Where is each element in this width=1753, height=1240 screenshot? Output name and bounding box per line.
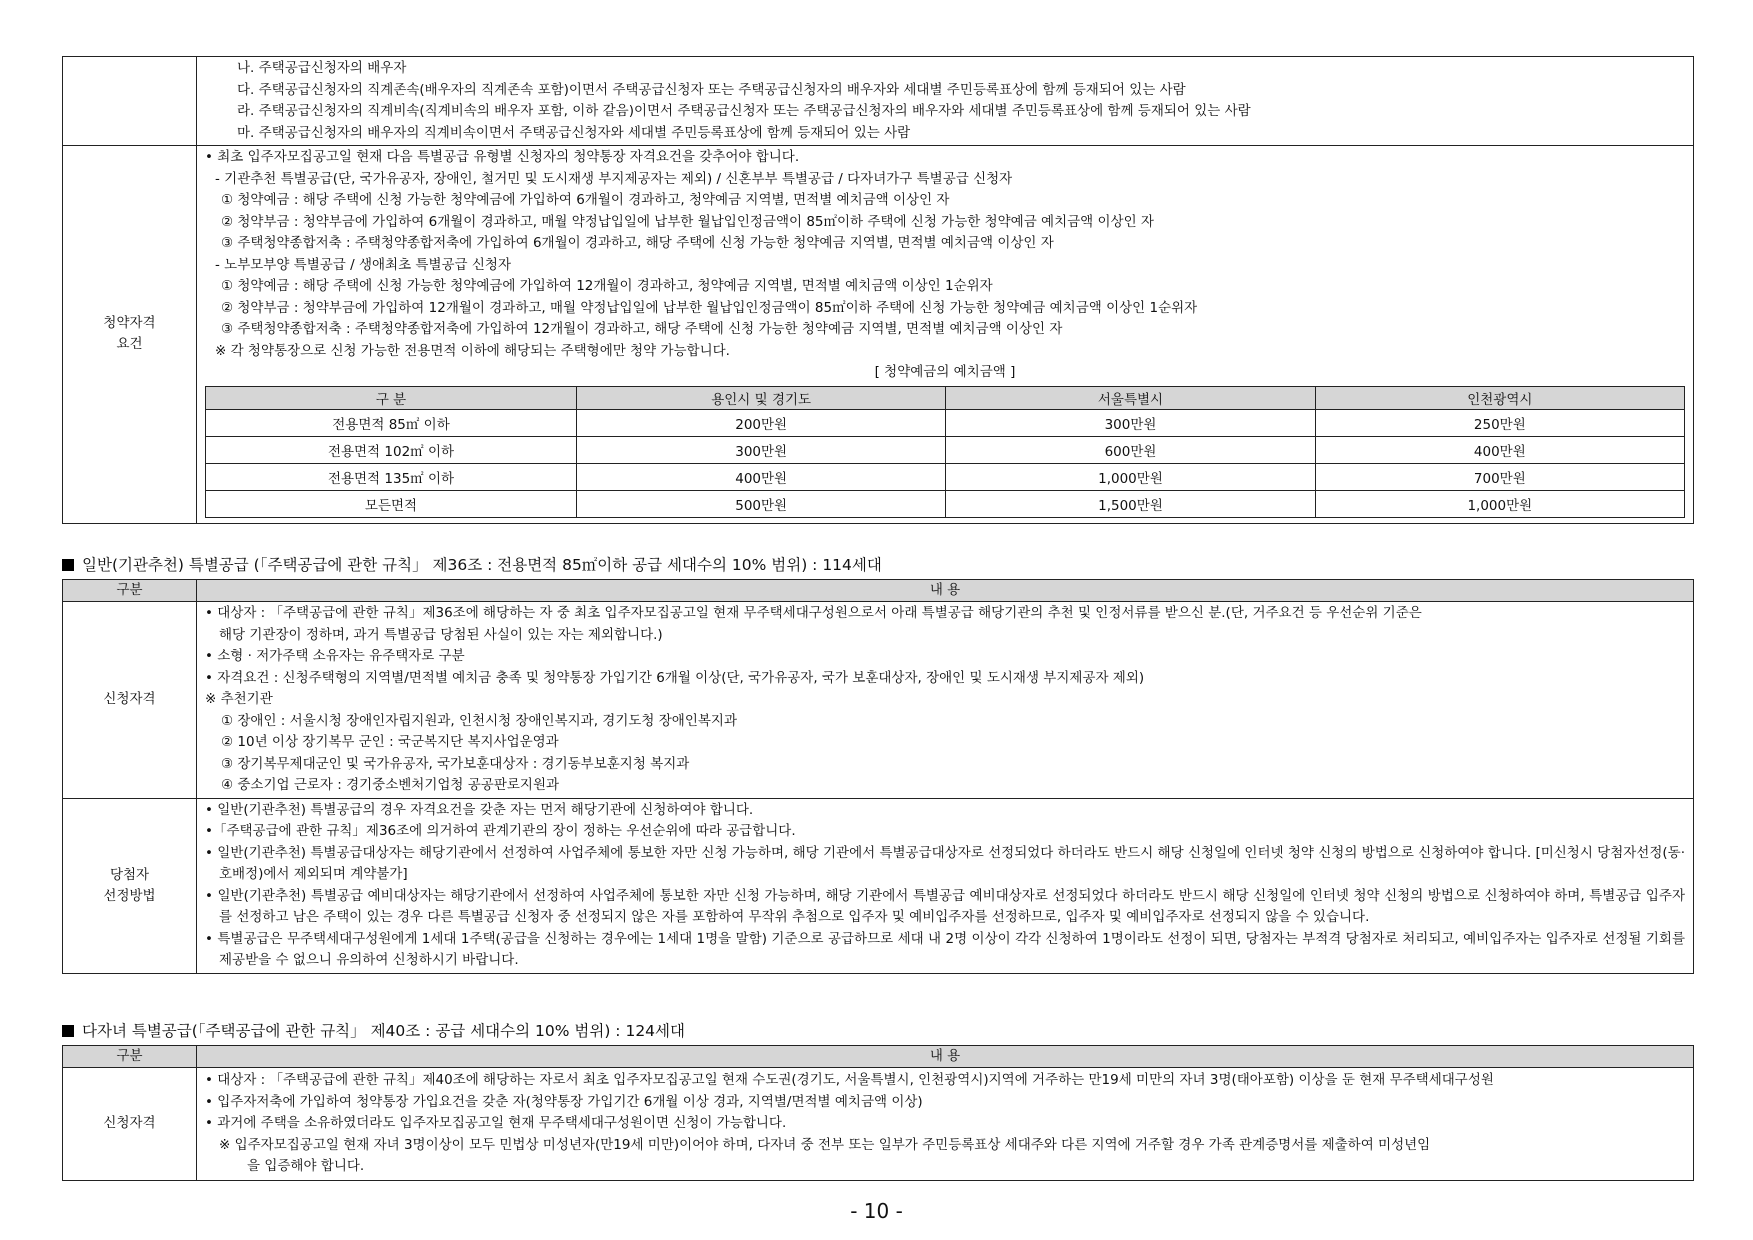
deposit-cell: 500만원 — [577, 490, 946, 517]
list-item: ① 청약예금 : 해당 주택에 신청 가능한 청약예금에 가입하여 6개월이 경과하고, 청약예금 지역별, 면적별 예치금액 이상인 자 — [221, 192, 950, 208]
table-row — [206, 463, 1685, 490]
bullet-text: • 소형 · 저가주택 소유자는 유주택자로 구분 — [205, 648, 465, 664]
header-content: 내 용 — [197, 580, 1694, 602]
deposit-header: 용인시 및 경기도 — [577, 386, 946, 409]
eligibility-cell — [197, 602, 1694, 799]
note-text: ※ 추천기관 — [205, 691, 273, 707]
list-item: ③ 주택청약종합저축 : 주택청약종합저축에 가입하여 6개월이 경과하고, 해당 주택에 신청 가능한 청약예금 지역별, 면적별 예치금액 이상인 자 — [221, 235, 1054, 251]
bullet-continuation: 해당 기관장이 정하며, 과거 특별공급 당첨된 사실이 있는 자는 제외합니다.) — [219, 626, 663, 643]
list-item: ② 청약부금 : 청약부금에 가입하여 12개월이 경과하고, 매월 약정납입일에 납부한 월납입인정금액이 85㎡이하 주택에 신청 가능한 청약예금 예치금액 이상인 1순위자 — [221, 299, 1198, 316]
list-item: ① 장애인 : 서울시청 장애인자립지원과, 인천시청 장애인복지과, 경기도청 장애인복지과 — [221, 712, 737, 729]
bullet-text: •「주택공급에 관한 규칙」제36조에 의거하여 관계기관의 장이 정하는 우선순위에 따라 공급합니다. — [205, 823, 796, 839]
bullet-text: • 과거에 주택을 소유하였더라도 입주자모집공고일 현재 무주택세대구성원이면 신청이 가능합니다. — [205, 1115, 787, 1131]
bullet-text: • 대상자 : 「주택공급에 관한 규칙」제40조에 해당하는 자로서 최초 입주자모집공고일 현재 수도권(경기도, 서울특별시, 인천광역시)지역에 거주하는 만19세 미만의 자녀 3명(태아포함) 이상을 둔 현재 무주택세대구성원 — [205, 1072, 1494, 1088]
header-label: 구분 — [63, 580, 197, 602]
deposit-table-title: [ 청약예금의 예치금액 ] — [874, 364, 1016, 380]
multi-child-table — [62, 1045, 1694, 1181]
deposit-cell: 모든면적 — [206, 490, 577, 517]
list-item: ④ 중소기업 근로자 : 경기중소벤처기업청 공공판로지원과 — [221, 777, 560, 793]
deposit-amount-table — [205, 386, 1685, 518]
list-item: ① 청약예금 : 해당 주택에 신청 가능한 청약예금에 가입하여 12개월이 경과하고, 청약예금 지역별, 면적별 예치금액 이상인 1순위자 — [221, 278, 993, 294]
deposit-cell: 300만원 — [577, 436, 946, 463]
sub-heading: - 노부모부양 특별공급 / 생애최초 특별공급 신청자 — [215, 256, 511, 273]
winner-selection-cell — [197, 798, 1694, 973]
row-label-eligibility: 신청자격 — [63, 602, 197, 799]
header-label: 구분 — [63, 1046, 197, 1068]
deposit-cell: 전용면적 135㎡ 이하 — [206, 463, 577, 490]
bullet-text: • 일반(기관추천) 특별공급 예비대상자는 해당기관에서 선정하여 사업주체에 통보한 자만 신청 가능하며, 해당 기관에서 특별공급 예비대상자로 선정되었다 하더라도 반드시 해당 신청일에 인터넷 청약 신청의 방법으로 신청하여야 하며, 특별공급 입주자를 선정하고 남은 주택이 있는 경우 다른 특별공급 신청자 중 선정되지 않은 자를 포함하여 무작위 추첨으로 입주자 및 예비입주자를 선정하므로, 입주자 및 예비입주자로 선정되지 않을 수 있습니다. — [205, 887, 1685, 925]
row-label-winner-selection — [63, 798, 197, 973]
bullet-text: • 특별공급은 무주택세대구성원에게 1세대 1주택(공급을 신청하는 경우에는 1세대 1명을 말함) 기준으로 공급하므로 세대 내 2명 이상이 각각 신청하여 1명이라도 선정이 되면, 당첨자는 부적격 당첨자로 처리되고, 예비입주자는 입주자로 선정될 기회를 제공받을 수 없으니 유의하여 신청하시기 바랍니다. — [205, 930, 1685, 968]
list-item: 다. 주택공급신청자의 직계존속(배우자의 직계존속 포함)이면서 주택공급신청자 또는 주택공급신청자의 배우자와 세대별 주민등록표상에 함께 등재되어 있는 사람 — [237, 81, 1186, 98]
eligibility-cell — [197, 1068, 1694, 1181]
deposit-cell: 전용면적 85㎡ 이하 — [206, 409, 577, 436]
list-item: ② 10년 이상 장기복무 군인 : 국군복지단 복지사업운영과 — [221, 734, 559, 750]
row-label-eligibility: 신청자격 — [63, 1068, 197, 1181]
deposit-cell: 1,000만원 — [1315, 490, 1684, 517]
note-text: ※ 각 청약통장으로 신청 가능한 전용면적 이하에 해당되는 주택형에만 청약 가능합니다. — [215, 342, 730, 359]
row-label-subscription-requirements — [63, 146, 197, 524]
deposit-cell: 400만원 — [577, 463, 946, 490]
deposit-cell: 250만원 — [1315, 409, 1684, 436]
note-text: ※ 입주자모집공고일 현재 자녀 3명이상이 모두 민법상 미성년자(만19세 미만)이어야 하며, 다자녀 중 전부 또는 일부가 주민등록표상 세대주와 다른 지역에 거주할 경우 가족 관계증명서를 제출하여 미성년임 — [219, 1136, 1431, 1153]
table-row — [206, 409, 1685, 436]
sub-heading: - 기관추천 특별공급(단, 국가유공자, 장애인, 철거민 및 도시재생 부지제공자는 제외) / 신혼부부 특별공급 / 다자녀가구 특별공급 신청자 — [215, 170, 1013, 187]
deposit-cell: 전용면적 102㎡ 이하 — [206, 436, 577, 463]
bullet-text: • 대상자 : 「주택공급에 관한 규칙」제36조에 해당하는 자 중 최초 입주자모집공고일 현재 무주택세대구성원으로서 아래 특별공급 해당기관의 추천 및 인정서류를 받으신 분.(단, 거주요건 등 우선순위 기준은 — [205, 605, 1422, 621]
list-item: 라. 주택공급신청자의 직계비속(직계비속의 배우자 포함, 이하 같음)이면서 주택공급신청자 또는 주택공급신청자의 배우자와 세대별 주민등록표상에 함께 등재되어 있는 사람 — [237, 103, 1251, 119]
row-label-empty — [63, 57, 197, 146]
label-line: 요건 — [116, 336, 143, 353]
list-item: ③ 주택청약종합저축 : 주택청약종합저축에 가입하여 12개월이 경과하고, 해당 주택에 신청 가능한 청약예금 지역별, 면적별 예치금액 이상인 자 — [221, 321, 1063, 337]
bullet-text: • 일반(기관추천) 특별공급의 경우 자격요건을 갖춘 자는 먼저 해당기관에 신청하여야 합니다. — [205, 801, 754, 818]
list-item: ② 청약부금 : 청약부금에 가입하여 6개월이 경과하고, 매월 약정납입일에 납부한 월납입인정금액이 85㎡이하 주택에 신청 가능한 청약예금 예치금액 이상인 자 — [221, 213, 1154, 230]
spouse-relatives-cell — [197, 57, 1694, 146]
header-content: 내 용 — [197, 1046, 1694, 1068]
deposit-header: 인천광역시 — [1315, 386, 1684, 409]
list-item: 나. 주택공급신청자의 배우자 — [237, 60, 407, 76]
deposit-cell: 1,000만원 — [946, 463, 1315, 490]
table-header-row — [63, 580, 1694, 602]
section-title-text: 다자녀 특별공급(「주택공급에 관한 규칙」 제40조 : 공급 세대수의 10% 범위) : 124세대 — [82, 1022, 685, 1040]
deposit-cell: 300만원 — [946, 409, 1315, 436]
deposit-cell: 700만원 — [1315, 463, 1684, 490]
square-bullet-icon — [62, 1025, 74, 1037]
page-number: - 10 - — [850, 1199, 903, 1223]
deposit-cell: 600만원 — [946, 436, 1315, 463]
deposit-header: 구 분 — [206, 386, 577, 409]
section-title-multi-child — [62, 1019, 685, 1041]
square-bullet-icon — [62, 559, 74, 571]
subscription-requirements-cell — [197, 146, 1694, 524]
table-header-row — [63, 1046, 1694, 1068]
label-line: 선정방법 — [103, 887, 156, 904]
deposit-header: 서울특별시 — [946, 386, 1315, 409]
bullet-text: • 자격요건 : 신청주택형의 지역별/면적별 예치금 충족 및 청약통장 가입기간 6개월 이상(단, 국가유공자, 국가 보훈대상자, 장애인 및 도시재생 부지제공자 제외) — [205, 669, 1145, 686]
deposit-cell: 400만원 — [1315, 436, 1684, 463]
bullet-text: • 최초 입주자모집공고일 현재 다음 특별공급 유형별 신청자의 청약통장 자격요건을 갖추어야 합니다. — [205, 149, 800, 165]
section-title-institution-recommendation — [62, 553, 882, 575]
section-title-text: 일반(기관추천) 특별공급 (「주택공급에 관한 규칙」 제36조 : 전용면적 85㎡이하 공급 세대수의 10% 범위) : 114세대 — [82, 556, 882, 574]
table-row — [206, 490, 1685, 517]
eligibility-table — [62, 56, 1694, 524]
note-continuation: 을 입증해야 합니다. — [247, 1158, 365, 1174]
label-line: 당첨자 — [109, 866, 150, 883]
deposit-cell: 200만원 — [577, 409, 946, 436]
label-line: 청약자격 — [103, 315, 156, 332]
table-row — [206, 436, 1685, 463]
bullet-text: • 입주자저축에 가입하여 청약통장 가입요건을 갖춘 자(청약통장 가입기간 6개월 이상 경과, 지역별/면적별 예치금액 이상) — [205, 1093, 923, 1110]
list-item: ③ 장기복무제대군인 및 국가유공자, 국가보훈대상자 : 경기동부보훈지청 복지과 — [221, 755, 690, 772]
list-item: 마. 주택공급신청자의 배우자의 직계비속이면서 주택공급신청자와 세대별 주민등록표상에 함께 등재되어 있는 사람 — [237, 124, 911, 141]
deposit-cell: 1,500만원 — [946, 490, 1315, 517]
institution-recommendation-table — [62, 579, 1694, 974]
bullet-text: • 일반(기관추천) 특별공급대상자는 해당기관에서 선정하여 사업주체에 통보한 자만 신청 가능하며, 해당 기관에서 특별공급대상자로 선정되었다 하더라도 반드시 해당 신청일에 인터넷 청약 신청의 방법으로 신청하여야 합니다. [미신청시 당첨자선정(동·호배정)에서 제외되며 계약불가] — [205, 844, 1685, 882]
